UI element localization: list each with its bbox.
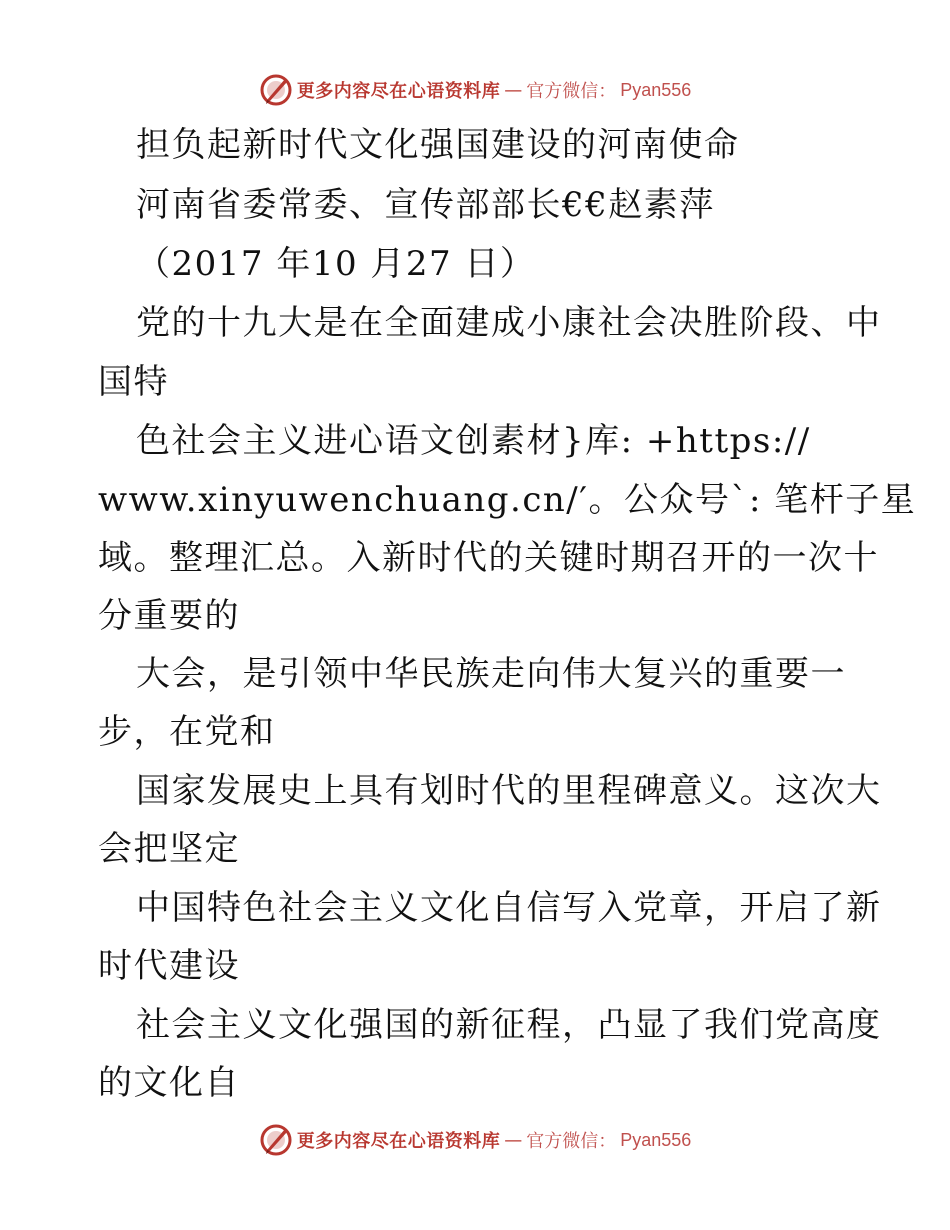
banner-dash: — — [504, 79, 523, 101]
quill-pen-logo-icon — [259, 1123, 293, 1157]
banner-wechat-id: Pyan556 — [620, 1129, 692, 1150]
doc-author: 河南省委常委、宣传部部长€€赵素萍 — [136, 185, 715, 225]
doc-date: （2017 年10 月27 日） — [136, 244, 536, 284]
paragraph-line: 国家发展史上具有划时代的里程碑意义。这次大 — [136, 771, 882, 811]
paragraph-line: 党的十九大是在全面建成小康社会决胜阶段、中 — [136, 303, 882, 343]
paragraph-line: 中国特色社会主义文化自信写入党章，开启了新 — [136, 888, 882, 928]
footer-banner — [0, 1120, 950, 1160]
paragraph-line: 会把坚定 — [98, 829, 240, 869]
paragraph-line: 的文化自 — [98, 1063, 240, 1103]
header-banner — [0, 70, 950, 110]
paragraph-line: www.xinyuwenchuang.cn/′。公众号`: 笔杆子星 — [98, 480, 917, 520]
banner-title: 更多内容尽在心语资料库 — [296, 1131, 501, 1152]
paragraph-line: 域。整理汇总。入新时代的关键时期召开的一次十 — [98, 538, 879, 578]
banner-wechat-label: 官方微信： — [526, 81, 617, 102]
quill-pen-logo-icon — [259, 73, 293, 107]
paragraph-line: 步，在党和 — [98, 712, 276, 752]
paragraph-line: 大会，是引领中华民族走向伟大复兴的重要一 — [136, 654, 846, 694]
banner-wechat-label: 官方微信： — [526, 1131, 617, 1152]
banner-wechat-id: Pyan556 — [620, 79, 692, 100]
paragraph-line: 时代建设 — [98, 946, 240, 986]
paragraph-line: 分重要的 — [98, 596, 240, 636]
paragraph-line: 国特 — [98, 362, 169, 402]
paragraph-line: 社会主义文化强国的新征程，凸显了我们党高度 — [136, 1005, 882, 1045]
paragraph-line: 色社会主义进心语文创素材}库: +https:// — [136, 421, 811, 461]
doc-title: 担负起新时代文化强国建设的河南使命 — [136, 125, 740, 165]
banner-dash: — — [504, 1129, 523, 1151]
banner-title: 更多内容尽在心语资料库 — [296, 81, 501, 102]
